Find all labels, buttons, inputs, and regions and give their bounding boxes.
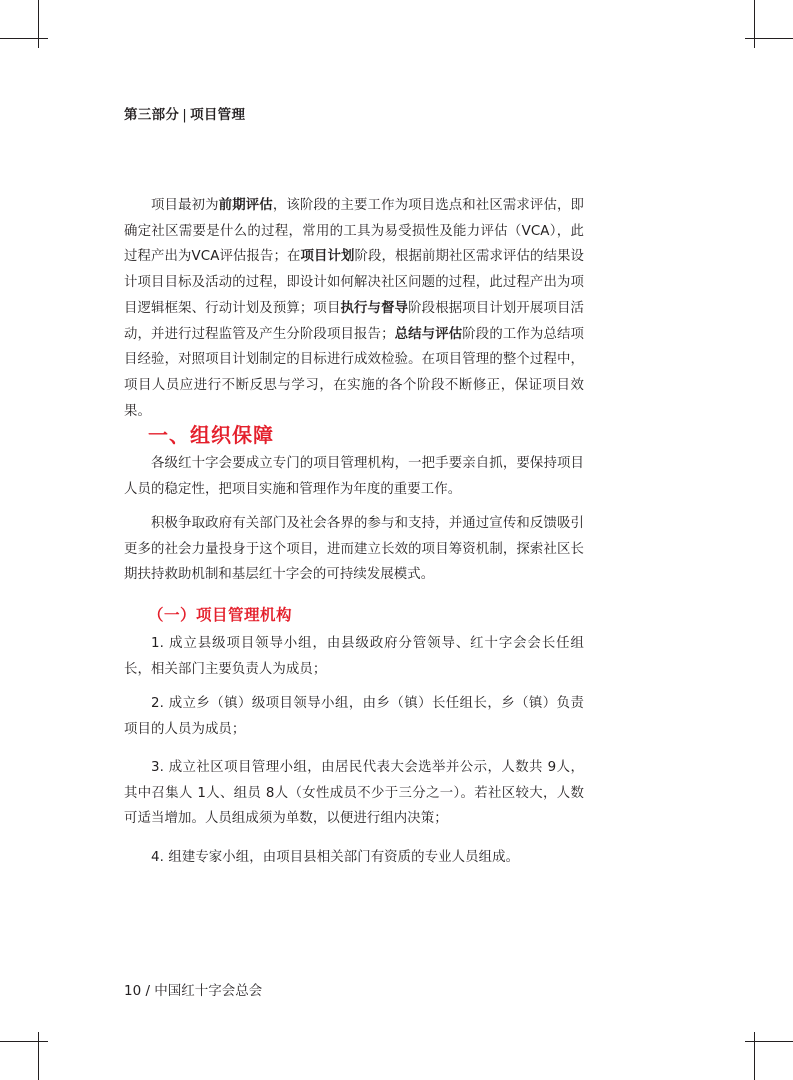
list-item: 3. 成立社区项目管理小组，由居民代表大会选举并公示，人数共 9人，其中召集人 1人、组员 8人（女性成员不少于三分之一）。若社区较大，人数可适当增加。人员组成须为单数，以便进行组内决策；	[124, 760, 584, 827]
intro-text-5: 阶段的工作为总结项目经验，对照项目计划制定的目标进行成效检验。在项目管理的整个过程中，项目人员应进行不断反思与学习，在实施的各个阶段不断修正，保证项目效果。	[124, 326, 585, 419]
intro-paragraph	[124, 193, 584, 424]
intro-bold-project-plan: 项目计划	[300, 249, 355, 265]
intro-text-3: 阶段，根据前期社区需求评估的结果设计项目目标及活动的过程，即设计如何解决社区问题的过程，此过程产出为项目逻辑框架、行动计划及预算；项目	[124, 249, 584, 316]
intro-text-1: 项目最初为	[151, 198, 219, 213]
list-item: 2. 成立乡（镇）级项目领导小组，由乡（镇）长任组长，乡（镇）负责项目的人员为成员；	[124, 696, 584, 737]
intro-bold-pre-assessment: 前期评估	[218, 198, 273, 213]
intro-bold-execution: 执行与督导	[340, 300, 409, 316]
section1-paragraph-2: 积极争取政府有关部门及社会各界的参与和支持，并通过宣传和反馈吸引更多的社会力量投身于这个项目，进而建立长效的项目筹资机制，探索社区长期扶持救助机制和基层红十字会的可持续发展模式。	[124, 516, 584, 583]
crop-mark-top-right-v	[754, 0, 755, 48]
list-item: 4. 组建专家小组，由项目县相关部门有资质的专业人员组成。	[151, 850, 520, 865]
crop-mark-bottom-right-h	[745, 1041, 793, 1042]
crop-mark-bottom-right-v	[754, 1032, 755, 1080]
list-item: 1. 成立县级项目领导小组，由县级政府分管领导、红十字会会长任组长，相关部门主要负责人为成员；	[124, 636, 584, 677]
crop-mark-top-left-h	[0, 38, 48, 39]
intro-bold-evaluation: 总结与评估	[394, 326, 463, 342]
section1-paragraph-1: 各级红十字会要成立专门的项目管理机构，一把手要亲自抓，要保持项目人员的稳定性，把项目实施和管理作为年度的重要工作。	[124, 456, 584, 497]
crop-mark-top-left-v	[38, 0, 39, 48]
intro-text-2: ，该阶段的主要工作为项目选点和社区需求评估，即确定社区需要是什么的过程，常用的工具为易受损性及能力评估（VCA），此过程产出为VCA评估报告；在	[124, 198, 585, 265]
section-heading-organization: 一、组织保障	[148, 423, 274, 447]
header-title: 项目管理	[190, 107, 246, 123]
header-separator: |	[182, 107, 188, 123]
intro-text-4: 阶段根据项目计划开展项目活动，并进行过程监管及产生分阶段项目报告；	[124, 300, 584, 342]
crop-mark-bottom-left-v	[38, 1032, 39, 1080]
header-section: 第三部分	[124, 107, 180, 123]
page-footer: 10 / 中国红十字会总会	[124, 983, 263, 999]
crop-mark-bottom-left-h	[0, 1041, 48, 1042]
crop-mark-top-right-h	[745, 38, 793, 39]
subsection-heading-management: （一）项目管理机构	[148, 606, 293, 624]
running-header	[124, 103, 245, 123]
